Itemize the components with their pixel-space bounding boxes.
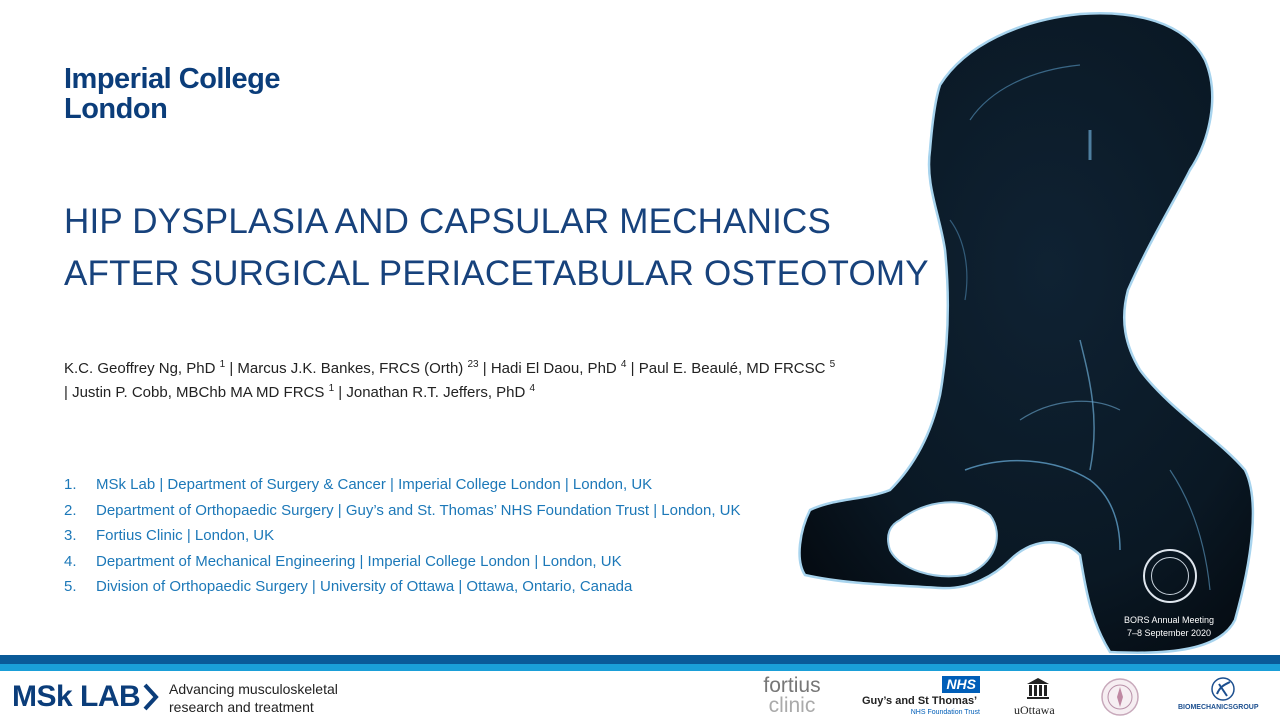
author-name: Marcus J.K. Bankes, FRCS (Orth) [237,360,464,377]
affiliation-number: 3. [64,527,77,545]
affiliation-number: 4. [64,552,77,570]
author-affil: 23 [467,359,479,370]
author-name: Justin P. Cobb, MBChb MA MD FRCS [72,384,325,401]
author-affil: 1 [219,359,226,370]
msk-lab-tagline [169,680,338,716]
footer-band-dark [0,655,1280,664]
fortius-line-2: clinic [768,694,816,717]
author-name: Hadi El Daou, PhD [490,360,617,377]
meeting-caption [1108,614,1230,640]
author-name: Paul E. Beaulé, MD FRCSC [638,360,826,377]
author-name: Jonathan R.T. Jeffers, PhD [346,384,526,401]
affiliation-number: 1. [64,476,77,493]
uottawa-wordmark: uOttawa [1014,703,1055,717]
msk-lab-text-2: LAB [80,680,141,713]
author-affil: 4 [529,383,536,394]
bors-seal-inner [1151,557,1189,595]
affiliation-text: Fortius Clinic | London, UK [96,527,275,545]
msk-lab-logo [12,680,140,714]
gst-name: Guy’s and St Thomas’ [862,695,978,707]
meeting-line-1: BORS Annual Meeting [1123,615,1215,625]
affiliation-text: Division of Orthopaedic Surgery | University of Ottawa | Ottawa, Ontario, Canada [96,578,633,596]
fortius-clinic-logo [754,676,830,716]
affiliation-item [64,523,824,549]
building-icon [1025,676,1051,700]
footer-band-light [0,664,1280,671]
affiliation-number: 5. [64,578,77,596]
biomechanics-icon [1208,676,1238,702]
affiliation-item [64,574,824,600]
author-separator: | [64,384,73,401]
author-affil: 5 [829,359,836,370]
affiliation-text: Department of Mechanical Engineering | Imperial College London | London, UK [96,552,622,570]
affiliation-text: MSk Lab | Department of Surgery & Cancer | Imperial College London | London, UK [96,476,653,493]
logo-line-2: London [64,93,168,125]
affiliation-item [64,472,824,498]
author-affil: 4 [620,359,627,370]
logo-line-1: Imperial College [64,63,281,95]
gst-trust: NHS Foundation Trust [910,709,980,716]
author-separator: | [334,384,347,401]
affiliation-list [64,472,824,600]
title-line-2: AFTER SURGICAL PERIACETABULAR OSTEOTOMY [64,254,929,293]
seal-icon [1100,677,1140,717]
imperial-college-logo [64,64,280,124]
affiliation-item [64,498,824,524]
nhs-badge: NHS [942,676,980,693]
biomechanics-wordmark: BIOMECHANICSGROUP [1178,704,1259,711]
bors-seal-icon [1143,549,1197,603]
affiliation-item [64,549,824,575]
author-affil: 1 [328,383,335,394]
title-line-1: HIP DYSPLASIA AND CAPSULAR MECHANICS [64,202,832,241]
fortius-line-1: fortius [763,674,821,697]
tagline-line-2: research and treatment [169,699,314,715]
pelvis-render-icon [790,0,1280,655]
author-separator: | [478,360,491,377]
chevron-right-icon [142,682,160,712]
affiliation-text: Department of Orthopaedic Surgery | Guy’s and St. Thomas’ NHS Foundation Trust | London, UK [96,501,741,519]
meeting-line-2: 7–8 September 2020 [1126,628,1212,638]
affiliation-number: 2. [64,501,77,519]
msk-lab-text-1: MSk [12,680,73,713]
author-separator: | [225,360,238,377]
tagline-line-1: Advancing musculoskeletal [169,681,338,697]
author-name: K.C. Geoffrey Ng, PhD [64,360,216,377]
author-separator: | [626,360,639,377]
